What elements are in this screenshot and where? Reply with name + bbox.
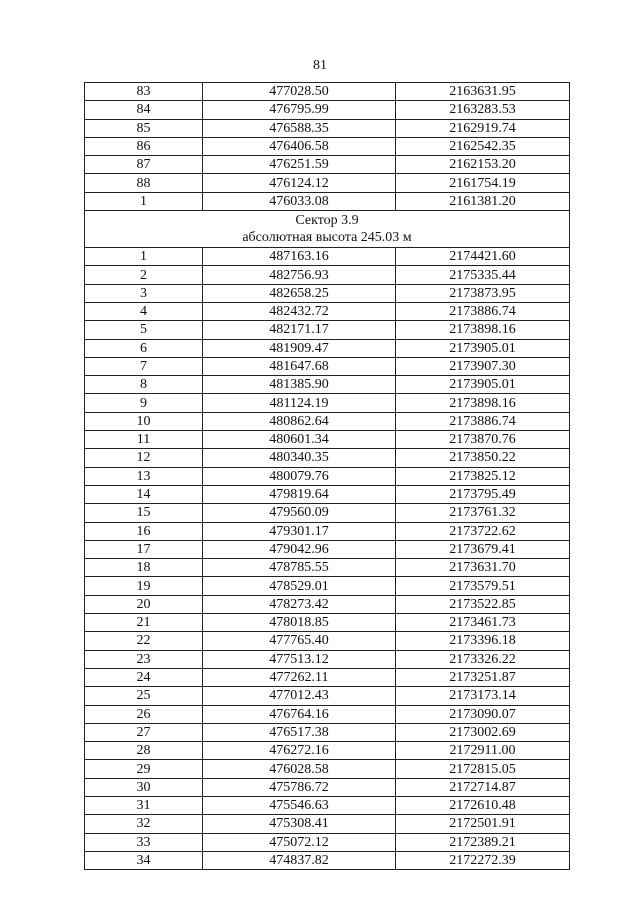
y-coordinate-cell: 2172815.05 (396, 760, 570, 778)
table-row (85, 412, 570, 430)
x-coordinate-cell: 479560.09 (203, 504, 396, 522)
sector-header-section (85, 211, 570, 248)
y-coordinate-cell: 2173850.22 (396, 449, 570, 467)
sector-header-row (85, 211, 570, 248)
x-coordinate-cell: 477765.40 (203, 632, 396, 650)
x-coordinate-cell: 482756.93 (203, 266, 396, 284)
x-coordinate-cell: 479819.64 (203, 485, 396, 503)
coordinates-table (84, 82, 570, 870)
y-coordinate-cell: 2173090.07 (396, 705, 570, 723)
y-coordinate-cell: 2173173.14 (396, 687, 570, 705)
table-row (85, 302, 570, 320)
page-number: 81 (313, 58, 327, 73)
y-coordinate-cell: 2161381.20 (396, 192, 570, 210)
sector-height: абсолютная высота 245.03 м (242, 230, 412, 246)
x-coordinate-cell: 476251.59 (203, 156, 396, 174)
x-coordinate-cell: 475786.72 (203, 778, 396, 796)
x-coordinate-cell: 481909.47 (203, 339, 396, 357)
y-coordinate-cell: 2173905.01 (396, 376, 570, 394)
table-row (85, 723, 570, 741)
table-row (85, 614, 570, 632)
table-row (85, 668, 570, 686)
point-number-cell: 5 (85, 321, 203, 339)
table-row (85, 284, 570, 302)
point-number-cell: 19 (85, 577, 203, 595)
x-coordinate-cell: 476124.12 (203, 174, 396, 192)
y-coordinate-cell: 2175335.44 (396, 266, 570, 284)
point-number-cell: 17 (85, 540, 203, 558)
table-row (85, 266, 570, 284)
x-coordinate-cell: 479042.96 (203, 540, 396, 558)
table-row (85, 705, 570, 723)
point-number-cell: 7 (85, 357, 203, 375)
table-row (85, 778, 570, 796)
y-coordinate-cell: 2172714.87 (396, 778, 570, 796)
point-number-cell: 20 (85, 595, 203, 613)
point-number-cell: 87 (85, 156, 203, 174)
table-row (85, 248, 570, 266)
table-row (85, 101, 570, 119)
x-coordinate-cell: 476764.16 (203, 705, 396, 723)
x-coordinate-cell: 476517.38 (203, 723, 396, 741)
sector-title: Сектор 3.9 (295, 213, 359, 229)
point-number-cell: 14 (85, 485, 203, 503)
table-row (85, 137, 570, 155)
point-number-cell: 13 (85, 467, 203, 485)
y-coordinate-cell: 2173898.16 (396, 321, 570, 339)
y-coordinate-cell: 2162153.20 (396, 156, 570, 174)
x-coordinate-cell: 478018.85 (203, 614, 396, 632)
x-coordinate-cell: 477012.43 (203, 687, 396, 705)
x-coordinate-cell: 479301.17 (203, 522, 396, 540)
point-number-cell: 6 (85, 339, 203, 357)
table-row (85, 119, 570, 137)
point-number-cell: 27 (85, 723, 203, 741)
table-row (85, 559, 570, 577)
point-number-cell: 1 (85, 192, 203, 210)
table-row (85, 540, 570, 558)
x-coordinate-cell: 480340.35 (203, 449, 396, 467)
table-row (85, 742, 570, 760)
table-row (85, 760, 570, 778)
sector-header-cell (85, 211, 570, 248)
point-number-cell: 31 (85, 796, 203, 814)
x-coordinate-cell: 474837.82 (203, 851, 396, 869)
y-coordinate-cell: 2174421.60 (396, 248, 570, 266)
table-row (85, 376, 570, 394)
y-coordinate-cell: 2173825.12 (396, 467, 570, 485)
y-coordinate-cell: 2173631.70 (396, 559, 570, 577)
table-row (85, 851, 570, 869)
x-coordinate-cell: 478273.42 (203, 595, 396, 613)
x-coordinate-cell: 481647.68 (203, 357, 396, 375)
point-number-cell: 18 (85, 559, 203, 577)
point-number-cell: 4 (85, 302, 203, 320)
table-row (85, 394, 570, 412)
x-coordinate-cell: 481124.19 (203, 394, 396, 412)
point-number-cell: 2 (85, 266, 203, 284)
table-row (85, 796, 570, 814)
table-row (85, 357, 570, 375)
x-coordinate-cell: 476588.35 (203, 119, 396, 137)
table-row (85, 431, 570, 449)
table-row (85, 192, 570, 210)
point-number-cell: 28 (85, 742, 203, 760)
y-coordinate-cell: 2173907.30 (396, 357, 570, 375)
x-coordinate-cell: 477262.11 (203, 668, 396, 686)
y-coordinate-cell: 2173886.74 (396, 412, 570, 430)
point-number-cell: 21 (85, 614, 203, 632)
y-coordinate-cell: 2173522.85 (396, 595, 570, 613)
x-coordinate-cell: 478785.55 (203, 559, 396, 577)
y-coordinate-cell: 2173461.73 (396, 614, 570, 632)
x-coordinate-cell: 475308.41 (203, 815, 396, 833)
y-coordinate-cell: 2172501.91 (396, 815, 570, 833)
point-number-cell: 86 (85, 137, 203, 155)
table-row (85, 156, 570, 174)
x-coordinate-cell: 475072.12 (203, 833, 396, 851)
point-number-cell: 3 (85, 284, 203, 302)
y-coordinate-cell: 2173579.51 (396, 577, 570, 595)
point-number-cell: 83 (85, 83, 203, 101)
x-coordinate-cell: 478529.01 (203, 577, 396, 595)
y-coordinate-cell: 2173396.18 (396, 632, 570, 650)
y-coordinate-cell: 2173873.95 (396, 284, 570, 302)
point-number-cell: 23 (85, 650, 203, 668)
point-number-cell: 11 (85, 431, 203, 449)
x-coordinate-cell: 475546.63 (203, 796, 396, 814)
y-coordinate-cell: 2172272.39 (396, 851, 570, 869)
y-coordinate-cell: 2162919.74 (396, 119, 570, 137)
point-number-cell: 32 (85, 815, 203, 833)
x-coordinate-cell: 482658.25 (203, 284, 396, 302)
point-number-cell: 84 (85, 101, 203, 119)
point-number-cell: 12 (85, 449, 203, 467)
point-number-cell: 88 (85, 174, 203, 192)
y-coordinate-cell: 2173679.41 (396, 540, 570, 558)
point-number-cell: 1 (85, 248, 203, 266)
table-row (85, 522, 570, 540)
point-number-cell: 26 (85, 705, 203, 723)
x-coordinate-cell: 487163.16 (203, 248, 396, 266)
table-row (85, 339, 570, 357)
x-coordinate-cell: 480079.76 (203, 467, 396, 485)
x-coordinate-cell: 481385.90 (203, 376, 396, 394)
x-coordinate-cell: 482432.72 (203, 302, 396, 320)
table-row (85, 467, 570, 485)
point-number-cell: 30 (85, 778, 203, 796)
table-section-before (85, 83, 570, 211)
table-row (85, 595, 570, 613)
x-coordinate-cell: 477513.12 (203, 650, 396, 668)
point-number-cell: 9 (85, 394, 203, 412)
y-coordinate-cell: 2173002.69 (396, 723, 570, 741)
point-number-cell: 25 (85, 687, 203, 705)
y-coordinate-cell: 2173905.01 (396, 339, 570, 357)
table-row (85, 449, 570, 467)
table-row (85, 83, 570, 101)
y-coordinate-cell: 2173326.22 (396, 650, 570, 668)
y-coordinate-cell: 2163631.95 (396, 83, 570, 101)
point-number-cell: 15 (85, 504, 203, 522)
point-number-cell: 29 (85, 760, 203, 778)
point-number-cell: 24 (85, 668, 203, 686)
y-coordinate-cell: 2172389.21 (396, 833, 570, 851)
y-coordinate-cell: 2173251.87 (396, 668, 570, 686)
x-coordinate-cell: 476033.08 (203, 192, 396, 210)
point-number-cell: 16 (85, 522, 203, 540)
table-row (85, 650, 570, 668)
table-row (85, 504, 570, 522)
point-number-cell: 8 (85, 376, 203, 394)
table-row (85, 687, 570, 705)
x-coordinate-cell: 476028.58 (203, 760, 396, 778)
x-coordinate-cell: 480862.64 (203, 412, 396, 430)
y-coordinate-cell: 2173795.49 (396, 485, 570, 503)
y-coordinate-cell: 2173898.16 (396, 394, 570, 412)
point-number-cell: 34 (85, 851, 203, 869)
x-coordinate-cell: 477028.50 (203, 83, 396, 101)
table-section-after (85, 248, 570, 870)
table-row (85, 174, 570, 192)
table-row (85, 485, 570, 503)
table-row (85, 815, 570, 833)
y-coordinate-cell: 2172610.48 (396, 796, 570, 814)
table-row (85, 833, 570, 851)
x-coordinate-cell: 482171.17 (203, 321, 396, 339)
point-number-cell: 22 (85, 632, 203, 650)
y-coordinate-cell: 2163283.53 (396, 101, 570, 119)
x-coordinate-cell: 476272.16 (203, 742, 396, 760)
y-coordinate-cell: 2173886.74 (396, 302, 570, 320)
x-coordinate-cell: 480601.34 (203, 431, 396, 449)
table-row (85, 577, 570, 595)
point-number-cell: 33 (85, 833, 203, 851)
table-row (85, 321, 570, 339)
y-coordinate-cell: 2173761.32 (396, 504, 570, 522)
x-coordinate-cell: 476795.99 (203, 101, 396, 119)
point-number-cell: 10 (85, 412, 203, 430)
y-coordinate-cell: 2173722.62 (396, 522, 570, 540)
table-row (85, 632, 570, 650)
y-coordinate-cell: 2161754.19 (396, 174, 570, 192)
y-coordinate-cell: 2172911.00 (396, 742, 570, 760)
point-number-cell: 85 (85, 119, 203, 137)
y-coordinate-cell: 2173870.76 (396, 431, 570, 449)
y-coordinate-cell: 2162542.35 (396, 137, 570, 155)
x-coordinate-cell: 476406.58 (203, 137, 396, 155)
